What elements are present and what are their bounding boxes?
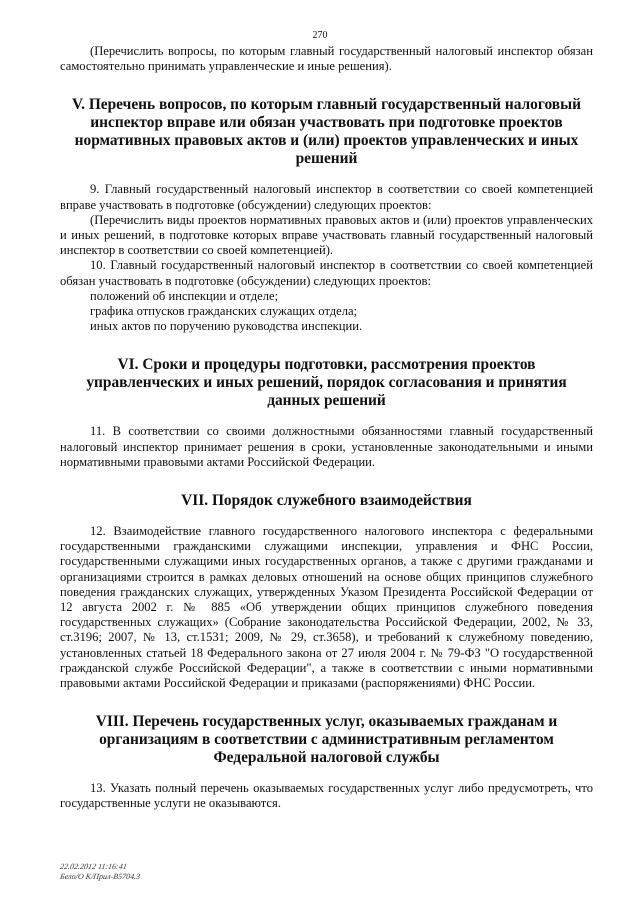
document-body: [60, 44, 593, 812]
footer-line-file: Бело/О К/Прил-В5704.3: [59, 872, 141, 881]
list-item: графика отпусков гражданских служащих отдела;: [90, 304, 358, 319]
list-item: положений об инспекции и отделе;: [90, 288, 279, 303]
footer-line-timestamp: 22.02.2012 11:16:41: [59, 862, 128, 871]
page-number: 270: [312, 30, 328, 41]
paragraph-10: 10. Главный государственный налоговый инспектор в соответствии со своей компетенцией обязан участвовать в подготовке (обсуждении) следующих проектов:: [60, 258, 593, 288]
paragraph-11: 11. В соответствии со своими должностными обязанностями главный государственный налоговый инспектор принимает решения в сроки, установленные законодательными и иными нормативными правовыми актами Российской Федерации.: [60, 424, 593, 469]
section-8-heading: VIII. Перечень государственных услуг, оказываемых гражданам и организациям в соответствии с административным регламентом Федеральной налоговой службы: [95, 713, 558, 767]
section-7-heading: VII. Порядок служебного взаимодействия: [181, 492, 472, 510]
paragraph-9-note: (Перечислить виды проектов нормативных правовых актов и (или) проектов управленческих и иных решений, в подготовке которых вправе участвовать главный государственный налоговый инспектор в соответствии со своей компетенцией).: [60, 212, 593, 258]
paragraph-13: 13. Указать полный перечень оказываемых государственных услуг либо предусмотреть, что государственные услуги не оказываются.: [60, 781, 593, 811]
paragraph-9: 9. Главный государственный налоговый инспектор в соответствии со своей компетенцией вправе участвовать в подготовке (обсуждении) следующих проектов:: [60, 182, 593, 212]
intro-note: (Перечислить вопросы, по которым главный государственный налоговый инспектор обязан самостоятельно принимать управленческие и иные решения).: [60, 44, 593, 74]
list-item: иных актов по поручению руководства инспекции.: [90, 319, 363, 334]
section-5-heading: V. Перечень вопросов, по которым главный государственный налоговый инспектор вправе или обязан участвовать при подготовке проектов нормативных правовых актов и (или) проектов управленческих и иных решений: [72, 96, 581, 168]
section-6-heading: VI. Сроки и процедуры подготовки, рассмотрения проектов управленческих и иных решений, порядок согласования и принятия данных решений: [86, 356, 567, 410]
footer-stamp: [60, 862, 140, 882]
paragraph-12: 12. Взаимодействие главного государственного налогового инспектора с федеральными государственными гражданскими служащими инспекции, управления и ФНС России, государственными служащими иных государственных органов, а также с другими гражданами и организациями строится в рамках деловых отношений на основе общих принципов служебного поведения гражданских служащих, утвержденных Указом Президента Российской Федерации от 12 августа 2002 г. № 885 «Об утверждении общих принципов служебного поведения государственных служащих» (Собрание законодательства Российской Федерации, 2002, № 33, ст.3196; 2007, № 13, ст.1531; 2009, № 29, ст.3658), и требований к служебному поведению, установленных статьей 18 Федерального закона от 27 июля 2004 г. № 79-ФЗ "О государственной гражданской службе Российской Федерации", а также в соответствии с иными нормативными правовыми актами Российской Федерации и приказами (распоряжениями) ФНС России.: [60, 524, 593, 691]
